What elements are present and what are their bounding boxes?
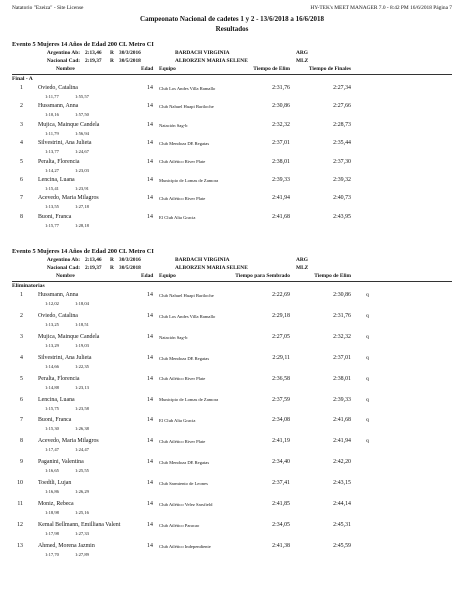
record-team: MLZ (296, 58, 309, 64)
swimmer-name: Hussmann, Anna (38, 292, 79, 298)
final-time: 2:32,32 (333, 333, 351, 340)
split-2: 1:27,89 (75, 551, 89, 557)
qualifier-mark: q (366, 354, 369, 361)
section-title: Eliminatorias (12, 283, 45, 289)
final-time: 2:45,59 (333, 542, 351, 549)
swimmer-name: Mujica, Mainque Candela (38, 333, 100, 340)
record-label: Argentino Ab: (46, 257, 80, 263)
age: 14 (147, 501, 153, 507)
seed-time: 2:37,59 (272, 396, 290, 403)
swimmer-name: Paganini, Valentina (38, 459, 84, 466)
swimmer-name: Peralta, Florencia (38, 158, 80, 165)
split-2: 1:25,55 (75, 468, 89, 474)
age: 14 (147, 103, 153, 110)
split-1: 1:11,79 (45, 130, 59, 136)
seed-time: 2:22,69 (272, 292, 290, 298)
place: 11 (17, 501, 23, 507)
age: 14 (147, 312, 153, 319)
seed-time: 2:34,08 (272, 417, 290, 424)
seed-time: 2:38,01 (272, 158, 290, 165)
team: Municipio de Lomas de Zamora (159, 177, 219, 183)
place: 3 (20, 333, 23, 340)
split-2: 1:18,04 (75, 301, 89, 306)
record-date: 30/3/2016 (119, 50, 141, 56)
final-time: 2:39,32 (333, 177, 351, 183)
split-2: 1:23,91 (75, 186, 89, 191)
age: 14 (147, 85, 153, 91)
split-1: 1:15,30 (45, 426, 59, 432)
seed-time: 2:32,32 (272, 121, 290, 128)
team: Club Nahuel Huapi Bariloche (159, 104, 214, 110)
swimmer-name: Mujica, Mainque Candela (38, 121, 100, 128)
age: 14 (147, 542, 153, 549)
split-1: 1:17,70 (45, 551, 59, 557)
swimmer-name: Moniz, Rebeca (38, 501, 74, 507)
place: 5 (20, 375, 23, 382)
team: Club Los Andes Villa Ramallo (159, 85, 216, 91)
swimmer-name: Buoni, Franca (38, 417, 72, 424)
age: 14 (147, 195, 153, 202)
team: Club Atlético Velez Sarsfield (159, 501, 213, 507)
place: 13 (17, 542, 23, 549)
split-2: 1:24,67 (75, 149, 89, 155)
final-time: 2:28,73 (333, 121, 351, 128)
place: 12 (17, 521, 23, 528)
seed-time: 2:31,76 (272, 85, 290, 91)
team: Club Atlético Independiente (159, 543, 211, 549)
col-name: Nombre (56, 273, 75, 279)
record-team: MLZ (296, 265, 309, 271)
team: Natación Sag-b (159, 334, 188, 340)
final-time: 2:45,31 (333, 521, 351, 528)
split-1: 1:13,55 (45, 204, 59, 210)
split-1: 1:14,66 (45, 363, 59, 369)
team: Club Mendoza DE Regatas (159, 460, 210, 465)
qualifier-mark: q (366, 396, 369, 403)
age: 14 (147, 375, 153, 382)
split-1: 1:18,98 (45, 510, 59, 515)
swimmer-name: Acevedo, Maria Milagros (38, 438, 99, 445)
age: 14 (147, 417, 153, 424)
results-title: Resultados (215, 25, 249, 33)
split-2: 1:56,94 (75, 130, 89, 136)
place: 9 (20, 459, 23, 466)
place: 6 (20, 396, 23, 403)
seed-time: 2:39,33 (272, 177, 290, 183)
qualifier-mark: q (366, 438, 369, 445)
seed-time: 2:36,58 (272, 375, 290, 382)
event-title: Evento 5 Mujeres 14 Años de Edad 200 CL Metro CI (12, 248, 154, 255)
place: 4 (20, 354, 23, 361)
qualifier-mark: q (366, 312, 369, 319)
team: Club Atlético Paracao (159, 522, 200, 528)
seed-time: 2:37,01 (272, 140, 290, 147)
record-flag: R (110, 50, 114, 56)
split-1: 1:13,25 (45, 321, 59, 327)
col-age: Edad (141, 66, 154, 72)
place: 7 (20, 417, 23, 424)
swimmer-name: Kemal Bellmann, Emilliana Valent (38, 521, 121, 528)
swimmer-name: Ahmed, Morena Jazmin (38, 542, 95, 549)
section-title: Final - A (12, 76, 33, 82)
split-2: 1:23,58 (75, 405, 89, 411)
split-2: 1:55,57 (75, 94, 89, 99)
place: 2 (20, 103, 23, 110)
swimmer-name: Hussmann, Anna (38, 103, 79, 110)
age: 14 (147, 521, 153, 528)
seed-time: 2:41,94 (272, 195, 290, 202)
seed-time: 2:34,05 (272, 521, 290, 528)
split-2: 1:26,29 (75, 489, 89, 495)
place: 3 (20, 121, 23, 128)
split-2: 1:23,03 (75, 167, 89, 173)
split-1: 1:13,29 (45, 342, 59, 348)
split-1: 1:17,47 (45, 447, 59, 453)
record-flag: R (110, 265, 114, 271)
record-time: 2:13,46 (85, 257, 102, 263)
team: Club Sarmiento de Leones (159, 480, 208, 486)
age: 14 (147, 396, 153, 403)
team: Club Los Andes Villa Ramallo (159, 313, 216, 319)
swimmer-name: Toedtli, Lujan (38, 480, 72, 487)
place: 7 (20, 195, 23, 202)
final-time: 2:27,66 (333, 103, 351, 110)
qualifier-mark: q (366, 417, 369, 424)
split-2: 1:24,47 (75, 447, 89, 453)
split-1: 1:12,02 (45, 301, 59, 306)
place: 8 (20, 438, 23, 445)
header-rule (12, 74, 452, 75)
swimmer-name: Acevedo, Maria Milagros (38, 195, 99, 202)
record-holder: BARDACH VIRGINIA (175, 257, 230, 263)
seed-time: 2:41,19 (272, 438, 290, 445)
split-1: 1:10,16 (45, 112, 59, 118)
split-2: 1:19,03 (75, 342, 89, 348)
place: 2 (20, 312, 23, 319)
final-time: 2:43,95 (333, 213, 351, 220)
swimmer-name: Oviedo, Catalina (38, 85, 78, 91)
col-name: Nombre (56, 66, 75, 72)
swimmer-name: Peralta, Florencia (38, 375, 80, 382)
final-time: 2:44,14 (333, 501, 351, 507)
place: 10 (17, 480, 23, 487)
team: El Club Alta Gracia (159, 214, 196, 220)
header-rule (12, 281, 452, 282)
col-age: Edad (141, 273, 154, 279)
place: 1 (20, 292, 23, 298)
seed-time: 2:29,18 (272, 312, 290, 319)
age: 14 (147, 459, 153, 466)
seed-time: 2:41,68 (272, 213, 290, 220)
swimmer-name: Oviedo, Catalina (38, 312, 78, 319)
team: Club Mendoza DE Regatas (159, 355, 210, 361)
record-holder: ALBORZEN MARIA SELENE (175, 58, 248, 64)
record-label: Nacional Cad: (46, 58, 80, 64)
split-1: 1:16,86 (45, 489, 59, 495)
age: 14 (147, 354, 153, 361)
record-time: 2:19,37 (85, 265, 102, 271)
col-team: Equipo (159, 66, 176, 72)
seed-time: 2:27,05 (272, 333, 290, 340)
team: Natación Sag-b (159, 122, 188, 128)
swimmer-name: Silvestrini, Ana Julieta (38, 140, 92, 147)
place: 1 (20, 85, 23, 91)
record-time: 2:13,46 (85, 50, 102, 56)
team: Club Nahuel Huapi Bariloche (159, 292, 214, 298)
record-holder: BARDACH VIRGINIA (175, 50, 230, 56)
age: 14 (147, 213, 153, 220)
col-seed: Tiempo para Sembrado (235, 273, 290, 279)
place: 5 (20, 158, 23, 165)
final-time: 2:37,01 (333, 354, 351, 361)
age: 14 (147, 121, 153, 128)
split-1: 1:14,27 (45, 167, 59, 173)
final-time: 2:42,20 (333, 459, 351, 466)
team: Municipio de Lomas de Zamora (159, 397, 219, 403)
split-1: 1:15,75 (45, 405, 59, 411)
split-1: 1:15,41 (45, 186, 59, 191)
col-final: Tiempo de Elim (314, 273, 351, 279)
age: 14 (147, 292, 153, 298)
record-team: ARG (296, 50, 308, 56)
record-holder: ALBORZEN MARIA SELENE (175, 265, 248, 271)
team: Club Atlético River Plate (159, 196, 206, 202)
split-2: 1:26,38 (75, 426, 89, 432)
final-time: 2:43,15 (333, 480, 351, 487)
team: Club Atlético River Plate (159, 159, 206, 165)
age: 14 (147, 438, 153, 445)
final-time: 2:37,30 (333, 158, 351, 165)
split-1: 1:15,77 (45, 222, 59, 228)
qualifier-mark: q (366, 375, 369, 382)
seed-time: 2:29,11 (272, 354, 290, 361)
seed-time: 2:34,40 (272, 459, 290, 466)
team: Club Atlético River Plate (159, 376, 206, 382)
split-2: 1:23,13 (75, 384, 89, 390)
seed-time: 2:41,85 (272, 501, 290, 507)
place: 6 (20, 177, 23, 183)
split-2: 1:27,18 (75, 204, 89, 210)
meet-title: Campeonato Nacional de cadetes 1 y 2 - 13/6/2018 a 16/6/2018 (140, 15, 324, 23)
place: 8 (20, 213, 23, 220)
split-1: 1:13,77 (45, 149, 59, 155)
col-team: Equipo (159, 273, 176, 279)
age: 14 (147, 333, 153, 340)
swimmer-name: Silvestrini, Ana Julieta (38, 354, 92, 361)
header-left: Natatorio "Ezeiza" - Site License (12, 5, 84, 11)
team: El Club Alta Gracia (159, 418, 196, 424)
split-1: 1:17,98 (45, 530, 59, 536)
split-1: 1:16,65 (45, 468, 59, 474)
final-time: 2:31,76 (333, 312, 351, 319)
age: 14 (147, 140, 153, 147)
seed-time: 2:30,86 (272, 103, 290, 110)
seed-time: 2:41,38 (272, 542, 290, 549)
record-label: Nacional Cad: (46, 265, 80, 271)
record-label: Argentino Ab: (46, 50, 80, 56)
split-2: 1:25,16 (75, 510, 89, 515)
record-flag: R (110, 257, 114, 263)
split-2: 1:57,50 (75, 112, 89, 118)
swimmer-name: Lencina, Luana (38, 396, 75, 403)
col-seed: Tiempo de Elim (253, 66, 290, 72)
record-date: 30/3/2016 (119, 257, 141, 263)
split-1: 1:14,88 (45, 384, 59, 390)
split-2: 1:22,35 (75, 363, 89, 369)
final-time: 2:35,44 (333, 140, 351, 147)
final-time: 2:41,68 (333, 417, 351, 424)
qualifier-mark: q (366, 292, 369, 298)
age: 14 (147, 177, 153, 183)
seed-time: 2:37,41 (272, 480, 290, 487)
final-time: 2:41,94 (333, 438, 351, 445)
age: 14 (147, 158, 153, 165)
split-2: 1:27,33 (75, 530, 89, 536)
place: 4 (20, 140, 23, 147)
split-1: 1:11,77 (45, 94, 59, 99)
col-final: Tiempo de Finales (308, 66, 351, 72)
qualifier-mark: q (366, 333, 369, 340)
final-time: 2:39,33 (333, 396, 351, 403)
swimmer-name: Buoni, Franca (38, 213, 72, 220)
record-time: 2:19,37 (85, 58, 102, 64)
team: Club Atlético River Plate (159, 439, 206, 445)
final-time: 2:38,01 (333, 375, 351, 382)
final-time: 2:30,86 (333, 292, 351, 298)
age: 14 (147, 480, 153, 487)
swimmer-name: Lencina, Luana (38, 177, 75, 183)
final-time: 2:40,73 (333, 195, 351, 202)
split-2: 1:28,18 (75, 222, 89, 228)
event-title: Evento 5 Mujeres 14 Años de Edad 200 CL Metro CI (12, 41, 154, 48)
record-flag: R (110, 58, 114, 64)
header-right: HY-TEK's MEET MANAGER 7.0 - 8:42 PM 16/6/2018 Página 7 (310, 5, 452, 11)
team: Club Mendoza DE Regatas (159, 141, 210, 146)
final-time: 2:27,34 (333, 85, 351, 91)
record-date: 30/5/2018 (119, 265, 141, 271)
record-date: 30/5/2018 (119, 58, 141, 64)
split-2: 1:18,51 (75, 321, 89, 327)
record-team: ARG (296, 257, 308, 263)
